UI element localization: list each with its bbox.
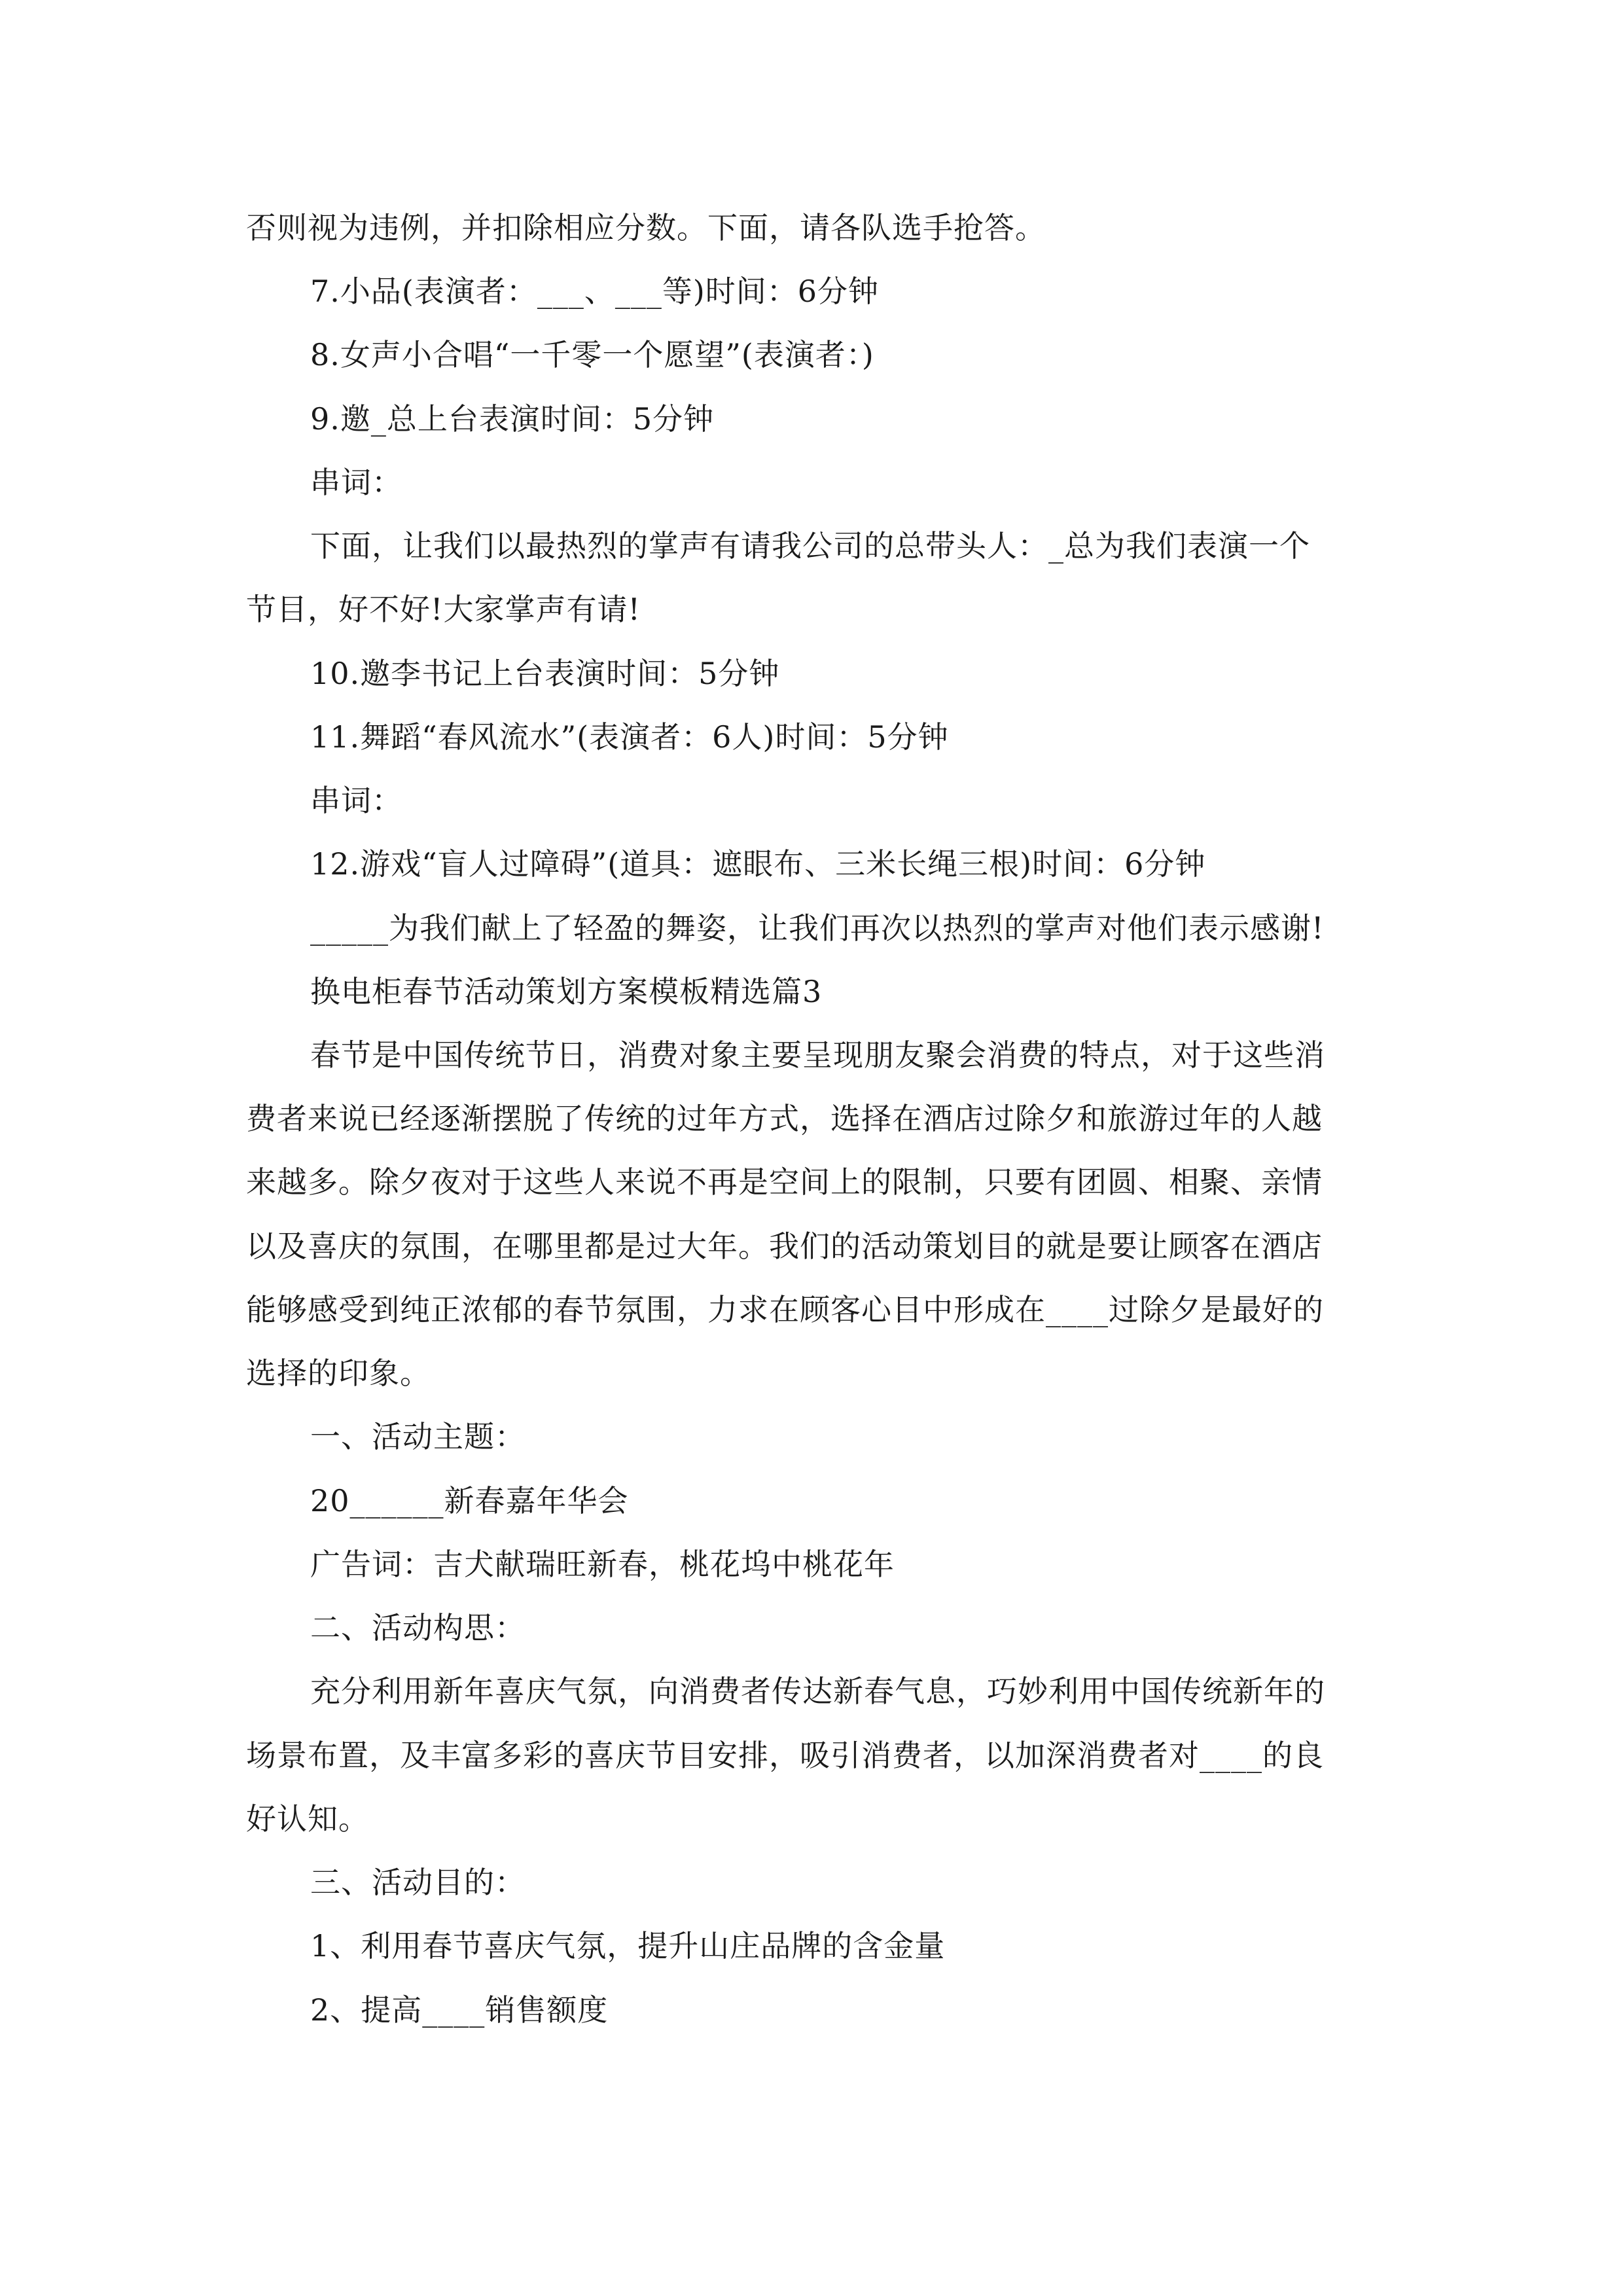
paragraph-line: 好认知。 <box>246 1801 369 1837</box>
section-label: 串词： <box>310 465 402 500</box>
paragraph-line: 春节是中国传统节日，消费对象主要呈现朋友聚会消费的特点，对于这些消 <box>310 1037 1325 1073</box>
paragraph-line: 9.邀_总上台表演时间：5分钟 <box>310 401 715 437</box>
paragraph-line: 否则视为违例，并扣除相应分数。下面，请各队选手抢答。 <box>246 210 1046 245</box>
paragraph-line: 场景布置，及丰富多彩的喜庆节目安排，吸引消费者，以加深消费者对____的良 <box>246 1738 1324 1773</box>
paragraph-line: 充分利用新年喜庆气氛，向消费者传达新春气息，巧妙利用中国传统新年的 <box>310 1674 1325 1709</box>
section-heading: 三、活动目的： <box>310 1865 526 1900</box>
paragraph-line: 来越多。除夕夜对于这些人来说不再是空间上的限制，只要有团圆、相聚、亲情 <box>246 1164 1323 1200</box>
paragraph-line: 8.女声小合唱“一千零一个愿望”(表演者：) <box>310 337 874 372</box>
paragraph-line: 费者来说已经逐渐摆脱了传统的过年方式，选择在酒店过除夕和旅游过年的人越 <box>246 1101 1323 1136</box>
section-label: 串词： <box>310 783 402 818</box>
list-item: 2、提高____销售额度 <box>310 1992 609 2028</box>
paragraph-line: 广告词：吉犬献瑞旺新春，桃花坞中桃花年 <box>310 1547 895 1582</box>
paragraph-line: 12.游戏“盲人过障碍”(道具：遮眼布、三米长绳三根)时间：6分钟 <box>310 846 1206 882</box>
paragraph-line: 以及喜庆的氛围，在哪里都是过大年。我们的活动策划目的就是要让顾客在酒店 <box>246 1229 1323 1264</box>
list-item: 1、利用春节喜庆气氛，提升山庄品牌的含金量 <box>310 1928 946 1964</box>
paragraph-line: 节目，好不好!大家掌声有请! <box>246 592 641 627</box>
paragraph-line: 下面，让我们以最热烈的掌声有请我公司的总带头人：_总为我们表演一个 <box>310 528 1310 564</box>
section-heading: 一、活动主题： <box>310 1419 526 1454</box>
section-heading: 二、活动构思： <box>310 1610 526 1645</box>
paragraph-line: 20______新春嘉年华会 <box>310 1483 629 1518</box>
paragraph-line: 选择的印象。 <box>246 1355 431 1391</box>
paragraph-line: 7.小品(表演者：___、___等)时间：6分钟 <box>310 274 880 309</box>
paragraph-line: 11.舞蹈“春风流水”(表演者：6人)时间：5分钟 <box>310 719 949 755</box>
paragraph-line: _____为我们献上了轻盈的舞姿，让我们再次以热烈的掌声对他们表示感谢! <box>310 910 1325 946</box>
paragraph-line: 能够感受到纯正浓郁的春节氛围，力求在顾客心目中形成在____过除夕是最好的 <box>246 1292 1324 1327</box>
paragraph-line: 10.邀李书记上台表演时间：5分钟 <box>310 656 780 691</box>
section-heading: 换电柜春节活动策划方案模板精选篇3 <box>310 974 823 1009</box>
